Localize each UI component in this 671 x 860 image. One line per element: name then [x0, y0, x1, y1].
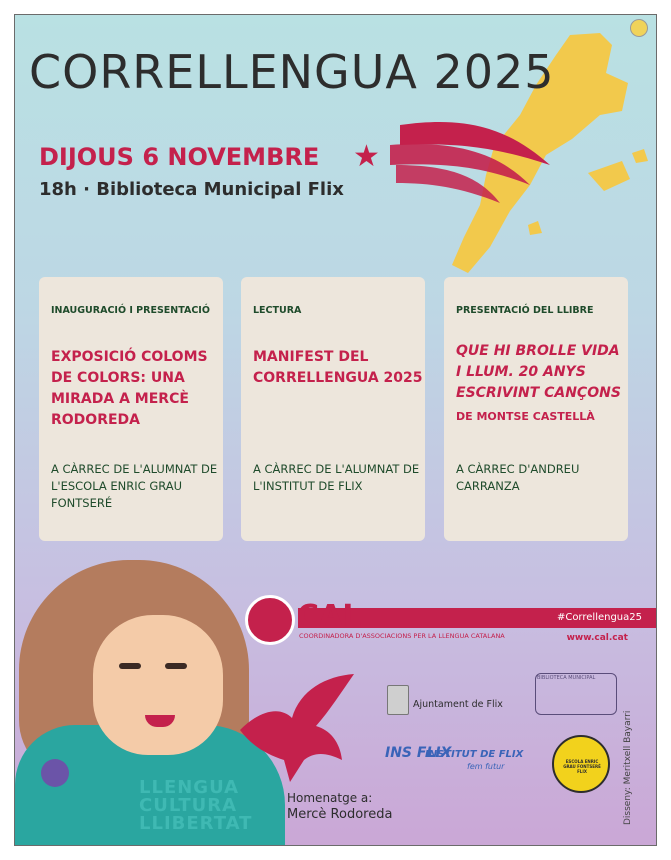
event-card: [241, 277, 425, 541]
violet-flower-icon: [41, 759, 69, 787]
card-credit: A CÀRREC DE L'ALUMNAT DE L'INSTITUT DE FLIX: [253, 462, 420, 493]
portrait-eye: [165, 663, 187, 669]
card-title: [456, 341, 626, 427]
star-icon: ★: [353, 139, 380, 174]
slogan-line: LLENGUA: [139, 777, 240, 798]
event-card: [39, 277, 223, 541]
biblioteca-logo-text: BIBLIOTECA MUNICIPAL: [537, 675, 596, 681]
ajuntament-coat-of-arms-icon: [387, 685, 409, 715]
school-badge-icon: [552, 735, 610, 793]
cal-logo-icon: [245, 595, 295, 645]
homenatge-name: Mercè Rodoreda: [287, 807, 393, 822]
event-card: [444, 277, 628, 541]
poster-title: CORRELLENGUA 2025: [29, 45, 555, 99]
cal-website[interactable]: www.cal.cat: [566, 633, 628, 643]
homenatge-label: Homenatge a:: [287, 791, 373, 805]
card-label: LECTURA: [253, 305, 302, 316]
portrait-face: [93, 615, 223, 755]
cal-name: CAL: [297, 599, 362, 634]
hashtag: #Correllengua25: [556, 612, 642, 623]
card-label: PRESENTACIÓ DEL LLIBRE: [456, 305, 594, 316]
slogan-line: LLIBERTAT: [139, 813, 253, 834]
event-place: 18h · Biblioteca Municipal Flix: [39, 179, 344, 200]
card-label: INAUGURACIÓ I PRESENTACIÓ: [51, 305, 210, 316]
cal-subtitle: COORDINADORA D'ASSOCIACIONS PER LA LLENGUA CATALANA: [299, 632, 505, 640]
institut-name: INSTITUT DE FLIX: [425, 749, 524, 760]
card-subtitle: DE MONTSE CASTELLÀ: [456, 410, 595, 423]
design-credit: Disseny: Meritxell Bayarri: [623, 710, 633, 825]
slogan-line: CULTURA: [139, 795, 238, 816]
card-credit: A CÀRREC D'ANDREU CARRANZA: [456, 462, 580, 493]
school-badge-text: ESCOLA ENRIC GRAU FONTSERÉ FLIX: [563, 759, 601, 774]
card-title: MANIFEST DEL CORRELLENGUA 2025: [253, 349, 423, 386]
card-title-text: QUE HI BROLLE VIDA I LLUM. 20 ANYS ESCRIVINT CANÇONS: [456, 343, 621, 401]
institut-tagline: fem futur: [467, 762, 505, 771]
institut-logo-icon: INS FLIX: [385, 745, 452, 761]
red-dove-icon: [230, 670, 360, 790]
card-title: EXPOSICIÓ COLOMS DE COLORS: UNA MIRADA A MERCÈ RODOREDA: [51, 349, 208, 428]
card-credit: A CÀRREC DE L'ALUMNAT DE L'ESCOLA ENRIC GRAU FONTSERÉ: [51, 462, 218, 510]
poster: [14, 14, 657, 846]
event-date: DIJOUS 6 NOVEMBRE: [39, 143, 320, 171]
portrait-eye: [119, 663, 141, 669]
ajuntament-logo-text: Ajuntament de Flix: [413, 699, 503, 710]
